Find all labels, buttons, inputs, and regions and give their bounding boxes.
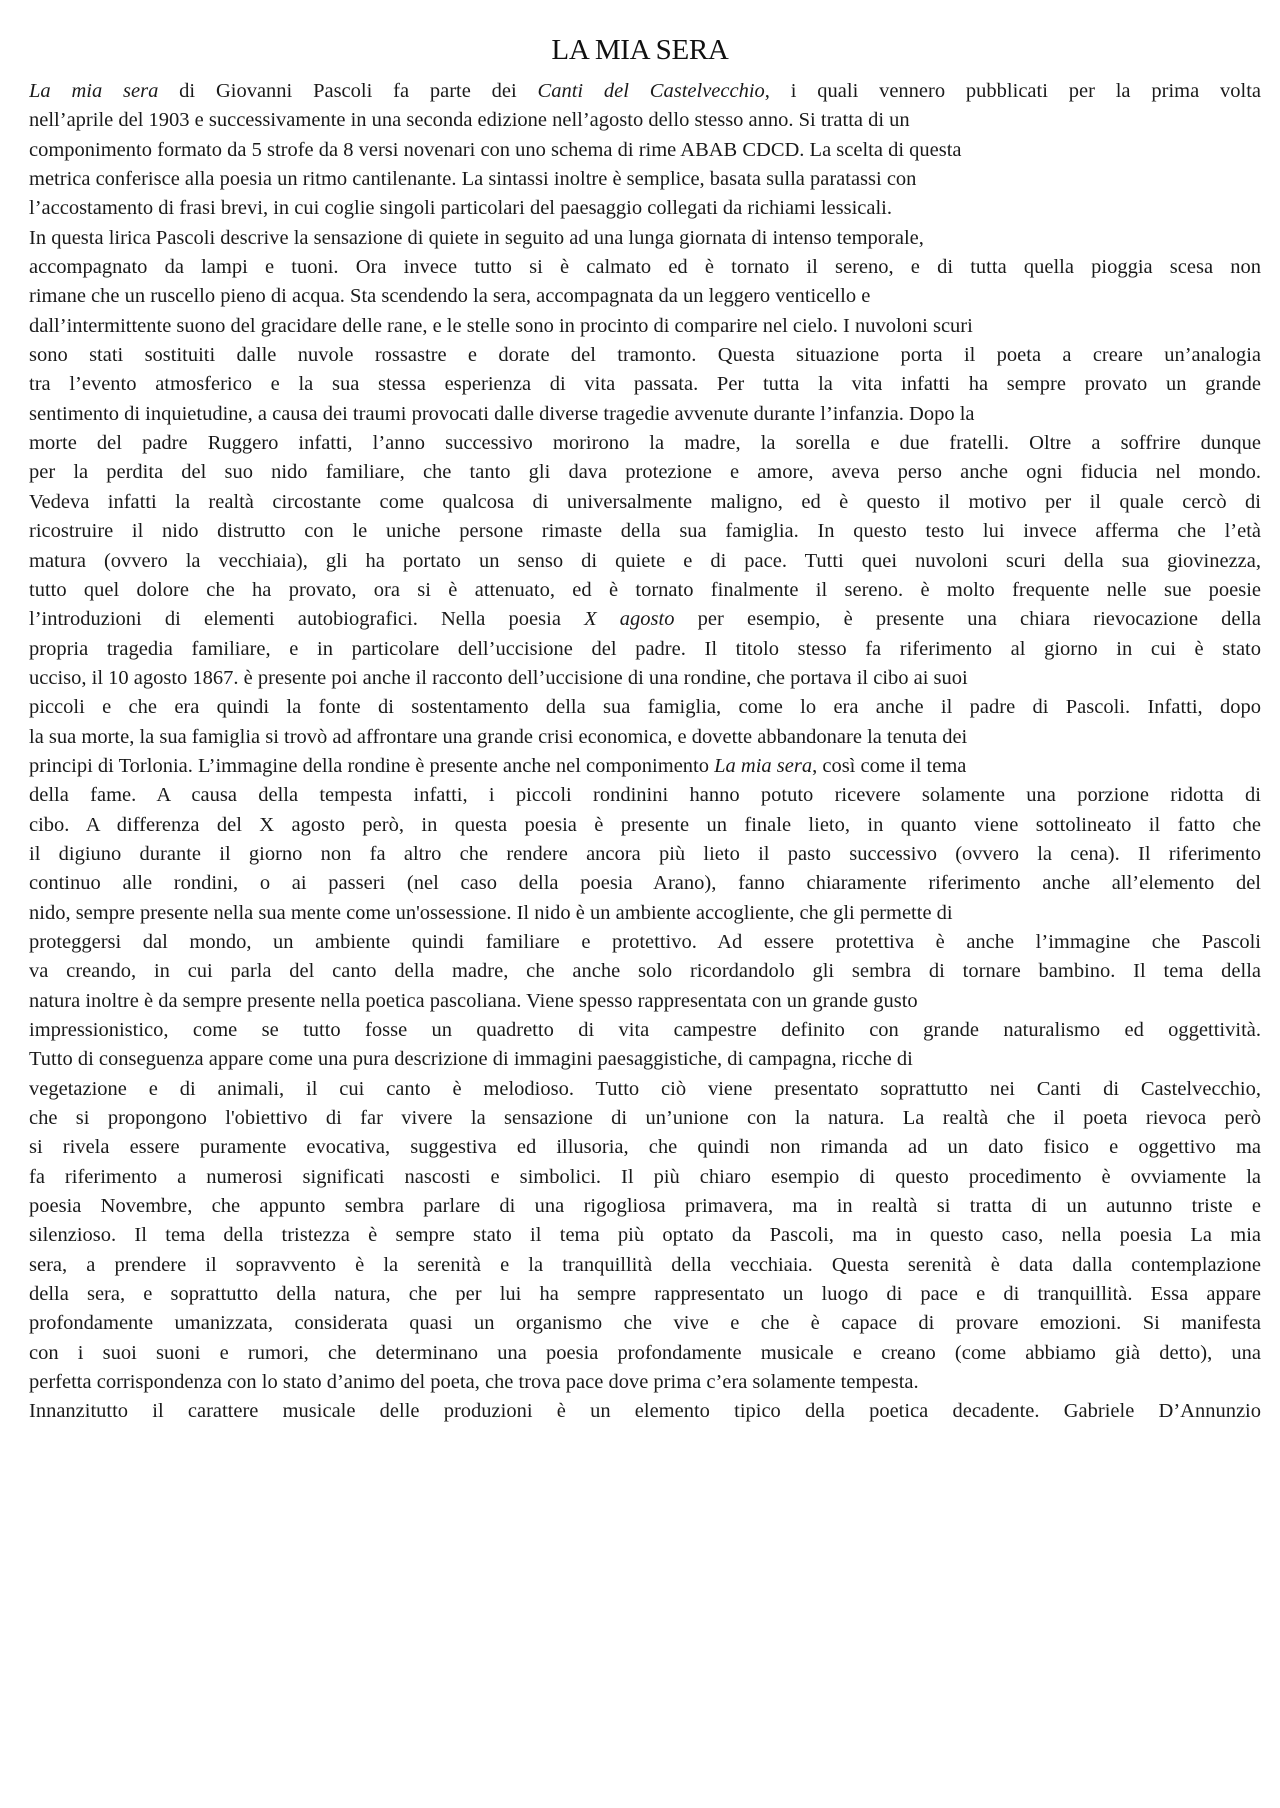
text-line <box>29 576 1261 605</box>
body-text: In questa lirica Pascoli descrive la sensazione di quiete in seguito ad una lunga giornata di intenso temporale, <box>29 226 924 249</box>
body-text: della fame. A causa della tempesta infatti, i piccoli rondinini hanno potuto ricevere solamente una porzione ridotta di <box>29 784 1261 807</box>
body-text: sentimento di inquietudine, a causa dei traumi provocati dalle diverse tragedie avvenute durante l’infanzia. Dopo la <box>29 402 975 425</box>
body-text: fa riferimento a numerosi significati nascosti e simbolici. Il più chiaro esempio di questo procedimento è ovviamente la <box>29 1165 1261 1188</box>
body-text: con i suoi suoni e rumori, che determinano una poesia profondamente musicale e creano (come abbiamo già detto), una <box>29 1341 1261 1364</box>
text-line <box>29 312 1261 341</box>
body-text: Tutto di conseguenza appare come una pura descrizione di immagini paesaggistiche, di campagna, ricche di <box>29 1048 913 1071</box>
body-text: proteggersi dal mondo, un ambiente quindi familiare e protettivo. Ad essere protettiva è anche l’immagine che Pascoli <box>29 930 1261 953</box>
text-line <box>29 869 1261 898</box>
text-line <box>29 1221 1261 1250</box>
body-text: , i quali vennero pubblicati per la prima volta <box>764 80 1261 102</box>
text-line <box>29 1163 1261 1192</box>
body-text: la sua morte, la sua famiglia si trovò ad affrontare una grande crisi economica, e dovette abbandonare la tenuta dei <box>29 725 968 748</box>
text-line <box>29 194 1261 223</box>
text-line <box>29 1045 1261 1074</box>
body-text: componimento formato da 5 strofe da 8 versi novenari con uno schema di rime ABAB CDCD. La scelta di questa <box>29 138 962 161</box>
body-text: piccoli e che era quindi la fonte di sostentamento della sua famiglia, come lo era anche il padre di Pascoli. Infatti, dopo <box>29 696 1261 719</box>
body-text: propria tragedia familiare, e in particolare dell’uccisione del padre. Il titolo stesso fa riferimento al giorno in cui è stato <box>29 637 1261 660</box>
italic-title-text: X agosto <box>584 608 675 631</box>
text-line <box>29 429 1261 458</box>
text-line <box>29 840 1261 869</box>
text-line <box>29 106 1261 135</box>
italic-title-text: Canti del Castelvecchio <box>537 80 765 102</box>
body-text: morte del padre Ruggero infatti, l’anno successivo morirono la madre, la sorella e due fratelli. Oltre a soffrire dunque <box>29 432 1261 455</box>
body-text: il digiuno durante il giorno non fa altro che rendere ancora più lieto il pasto successivo (ovvero la cena). Il riferimento <box>29 842 1261 865</box>
body-text: rimane che un ruscello pieno di acqua. Sta scendendo la sera, accompagnata da un leggero venticello e <box>29 285 871 308</box>
body-text: poesia Novembre, che appunto sembra parlare di una rigogliosa primavera, ma in realtà si tratta di un autunno triste e <box>29 1195 1261 1218</box>
body-text: ucciso, il 10 agosto 1867. è presente poi anche il racconto dell’uccisione di una rondine, che portava il cibo ai suoi <box>29 666 968 689</box>
body-text: tutto quel dolore che ha provato, ora si è attenuato, ed è tornato finalmente il sereno. è molto frequente nelle sue poesie <box>29 578 1261 601</box>
body-text: della sera, e soprattutto della natura, che per lui ha sempre rappresentato un luogo di pace e di tranquillità. Essa appare <box>29 1283 1261 1306</box>
body-text: l’accostamento di frasi brevi, in cui coglie singoli particolari del paesaggio collegati da richiami lessicali. <box>29 197 892 220</box>
body-text: di Giovanni Pascoli fa parte dei <box>158 80 538 102</box>
text-line <box>29 370 1261 399</box>
body-text: impressionistico, come se tutto fosse un quadretto di vita campestre definito con grande naturalismo ed oggettività. <box>29 1019 1261 1041</box>
text-line <box>29 1397 1261 1426</box>
body-text: continuo alle rondini, o ai passeri (nel caso della poesia Arano), fanno chiaramente riferimento anche all’elemento del <box>29 872 1261 895</box>
text-line <box>29 723 1261 752</box>
body-text: l’introduzioni di elementi autobiografici. Nella poesia <box>29 608 585 631</box>
text-line <box>29 1104 1261 1133</box>
document-body <box>29 77 1261 1427</box>
text-line <box>29 1251 1261 1280</box>
body-text: tra l’evento atmosferico e la sua stessa esperienza di vita passata. Per tutta la vita infatti ha sempre provato un grande <box>29 373 1261 396</box>
body-text: metrica conferisce alla poesia un ritmo cantilenante. La sintassi inoltre è semplice, basata sulla paratassi con <box>29 168 917 191</box>
text-line <box>29 781 1261 810</box>
body-text: nell’aprile del 1903 e successivamente in una seconda edizione nell’agosto dello stesso anno. Si tratta di un <box>29 109 910 132</box>
body-text: che si propongono l'obiettivo di far vivere la sensazione di un’unione con la natura. La realtà che il poeta rievoca però <box>29 1107 1261 1130</box>
text-line <box>29 224 1261 253</box>
text-line <box>29 341 1261 370</box>
text-line <box>29 77 1261 106</box>
body-text: principi di Torlonia. L’immagine della rondine è presente anche nel componimento <box>29 754 715 777</box>
text-line <box>29 136 1261 165</box>
text-line <box>29 1309 1261 1338</box>
body-text: si rivela essere puramente evocativa, suggestiva ed illusoria, che quindi non rimanda ad un dato fisico e oggettivo ma <box>29 1136 1261 1159</box>
text-line <box>29 458 1261 487</box>
italic-title-text: La mia sera <box>29 80 159 102</box>
text-line <box>29 547 1261 576</box>
text-line <box>29 811 1261 840</box>
text-line <box>29 1133 1261 1162</box>
body-text: profondamente umanizzata, considerata quasi un organismo che vive e che è capace di provare emozioni. Si manifesta <box>29 1312 1261 1335</box>
body-text: dall’intermittente suono del gracidare delle rane, e le stelle sono in procinto di comparire nel cielo. I nuvoloni scuri <box>29 314 973 337</box>
body-text: Innanzitutto il carattere musicale delle produzioni è un elemento tipico della poetica decadente. Gabriele D’Annunzio <box>29 1400 1261 1423</box>
text-line <box>29 400 1261 429</box>
body-text: nido, sempre presente nella sua mente come un'ossessione. Il nido è un ambiente accogliente, che gli permette di <box>29 901 953 924</box>
text-line <box>29 517 1261 546</box>
text-line <box>29 1075 1261 1104</box>
body-text: silenzioso. Il tema della tristezza è sempre stato il tema più optato da Pascoli, ma in questo caso, nella poesia La mia <box>29 1224 1261 1247</box>
text-line <box>29 957 1261 986</box>
text-line <box>29 1368 1261 1397</box>
text-line <box>29 1339 1261 1368</box>
text-line <box>29 488 1261 517</box>
body-text: perfetta corrispondenza con lo stato d’animo del poeta, che trova pace dove prima c’era solamente tempesta. <box>29 1371 919 1394</box>
body-text: per la perdita del suo nido familiare, che tanto gli dava protezione e amore, aveva perso anche ogni fiducia nel mondo. <box>29 461 1261 484</box>
body-text: vegetazione e di animali, il cui canto è melodioso. Tutto ciò viene presentato soprattutto nei Canti di Castelvecchio, <box>29 1077 1261 1100</box>
body-text: sono stati sostituiti dalle nuvole rossastre e dorate del tramonto. Questa situazione porta il poeta a creare un’analogia <box>29 344 1261 367</box>
text-line <box>29 253 1261 282</box>
body-text: matura (ovvero la vecchiaia), gli ha portato un senso di quiete e di pace. Tutti quei nuvoloni scuri della sua giovinezza, <box>29 549 1261 572</box>
text-line <box>29 165 1261 194</box>
text-line <box>29 899 1261 928</box>
text-line <box>29 928 1261 957</box>
text-line <box>29 752 1261 781</box>
body-text: Vedeva infatti la realtà circostante come qualcosa di universalmente maligno, ed è questo il motivo per il quale cercò di <box>29 490 1261 513</box>
text-line <box>29 693 1261 722</box>
body-text: sera, a prendere il sopravvento è la serenità e la tranquillità della vecchiaia. Questa serenità è data dalla contemplazione <box>29 1253 1261 1276</box>
page-title: LA MIA SERA <box>551 34 729 66</box>
body-text: va creando, in cui parla del canto della madre, che anche solo ricordandolo gli sembra di tornare bambino. Il tema della <box>29 960 1261 983</box>
body-text: per esempio, è presente una chiara rievocazione della <box>674 608 1261 631</box>
text-line <box>29 1280 1261 1309</box>
text-line <box>29 987 1261 1016</box>
text-line <box>29 635 1261 664</box>
text-line <box>29 282 1261 311</box>
body-text: ricostruire il nido distrutto con le uniche persone rimaste della sua famiglia. In questo testo lui invece afferma che l’età <box>29 520 1261 543</box>
body-text: accompagnato da lampi e tuoni. Ora invece tutto si è calmato ed è tornato il sereno, e di tutta quella pioggia scesa non <box>29 256 1261 279</box>
text-line <box>29 664 1261 693</box>
body-text: , così come il tema <box>812 754 967 777</box>
text-line <box>29 1192 1261 1221</box>
italic-title-text: La mia sera <box>714 754 813 777</box>
body-text: cibo. A differenza del X agosto però, in questa poesia è presente un finale lieto, in quanto viene sottolineato il fatto che <box>29 813 1261 836</box>
text-line <box>29 1016 1261 1045</box>
body-text: natura inoltre è da sempre presente nella poetica pascoliana. Viene spesso rappresentata con un grande gusto <box>29 989 918 1012</box>
text-line <box>29 605 1261 634</box>
